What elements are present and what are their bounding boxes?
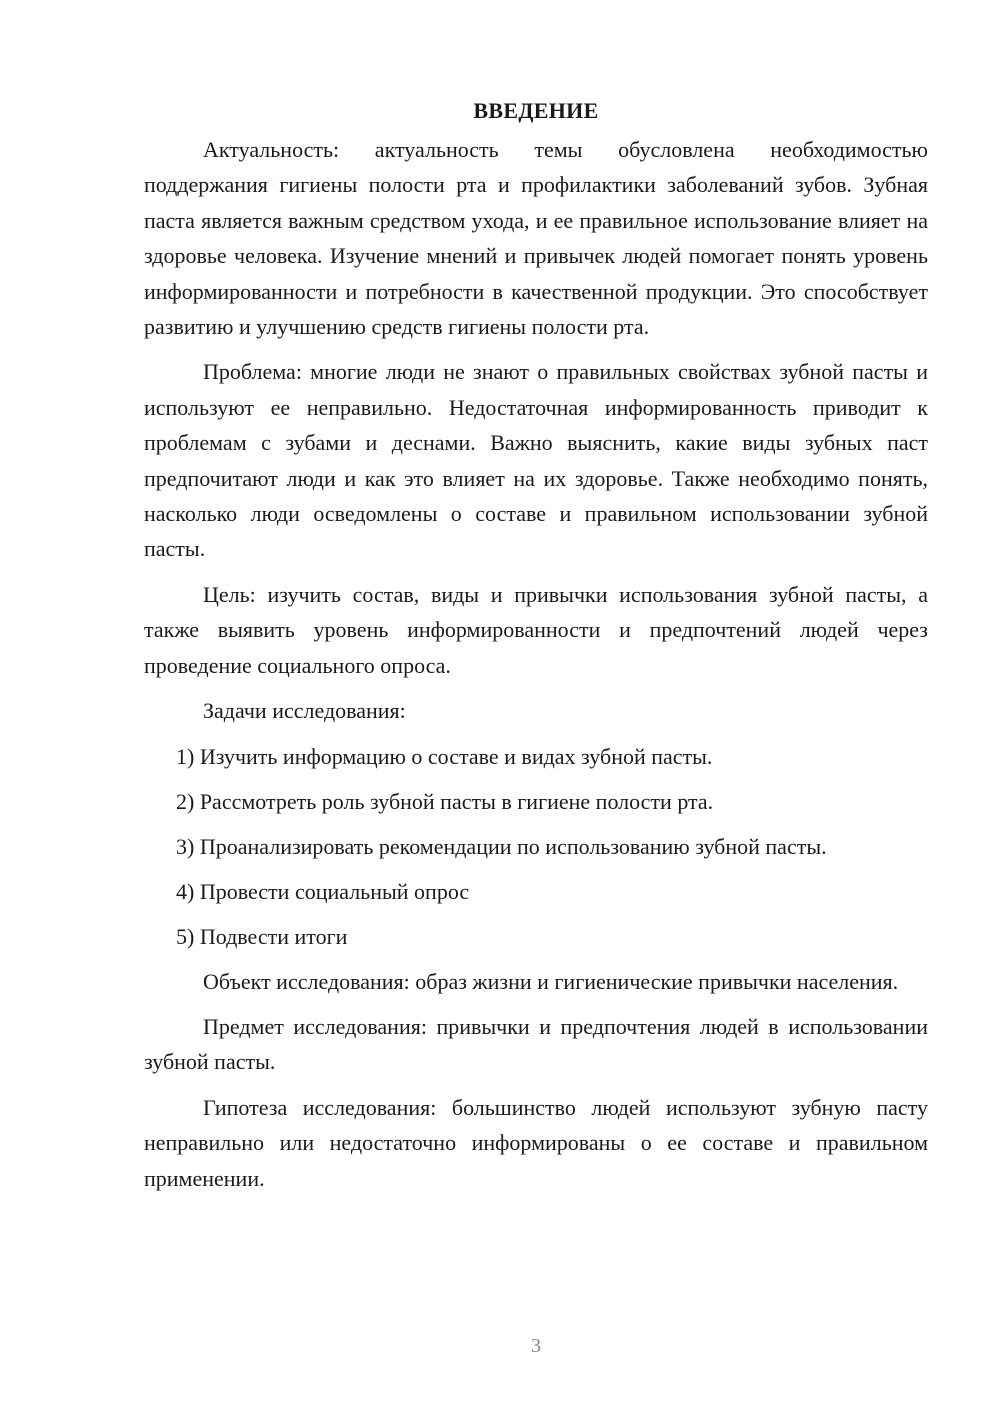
paragraph-hypothesis: Гипотеза исследования: большинство людей используют зубную пасту неправильно или недостаточно информированы о ее составе и правильном применении. <box>144 1094 928 1191</box>
task-item: 3) Проанализировать рекомендации по использованию зубной пасты. <box>176 833 827 859</box>
task-item: 5) Подвести итоги <box>176 923 348 949</box>
document-page <box>144 96 928 1206</box>
paragraph-object: Объект исследования: образ жизни и гигиенические привычки населения. <box>203 968 899 994</box>
page-number: 3 <box>531 1335 541 1357</box>
paragraph-subject: Предмет исследования: привычки и предпочтения людей в использовании зубной пасты. <box>144 1013 928 1075</box>
paragraph-goal: Цель: изучить состав, виды и привычки использования зубной пасты, а также выявить уровень информированности и предпочтений людей через проведение социального опроса. <box>144 581 928 678</box>
task-item: 4) Провести социальный опрос <box>176 878 470 904</box>
page-title: ВВЕДЕНИЕ <box>473 98 599 123</box>
task-item: 1) Изучить информацию о составе и видах зубной пасты. <box>176 743 713 769</box>
paragraph-problem: Проблема: многие люди не знают о правильных свойствах зубной пасты и используют ее неправильно. Недостаточная информированность приводит к проблемам с зубами и деснами. Важно выяснить, какие виды зубных паст предпочитают люди и как это влияет на их здоровье. Также необходимо понять, насколько люди осведомлены о составе и правильном использовании зубной пасты. <box>144 359 928 562</box>
paragraph-relevance: Актуальность: актуальность темы обусловлена необходимостью поддержания гигиены полости рта и профилактики заболеваний зубов. Зубная паста является важным средством ухода, и ее правильное использование влияет на здоровье человека. Изучение мнений и привычек людей помогает понять уровень информированности и потребности в качественной продукции. Это способствует развитию и улучшению средств гигиены полости рта. <box>144 137 928 340</box>
task-item: 2) Рассмотреть роль зубной пасты в гигиене полости рта. <box>176 788 714 814</box>
tasks-heading: Задачи исследования: <box>203 698 406 724</box>
